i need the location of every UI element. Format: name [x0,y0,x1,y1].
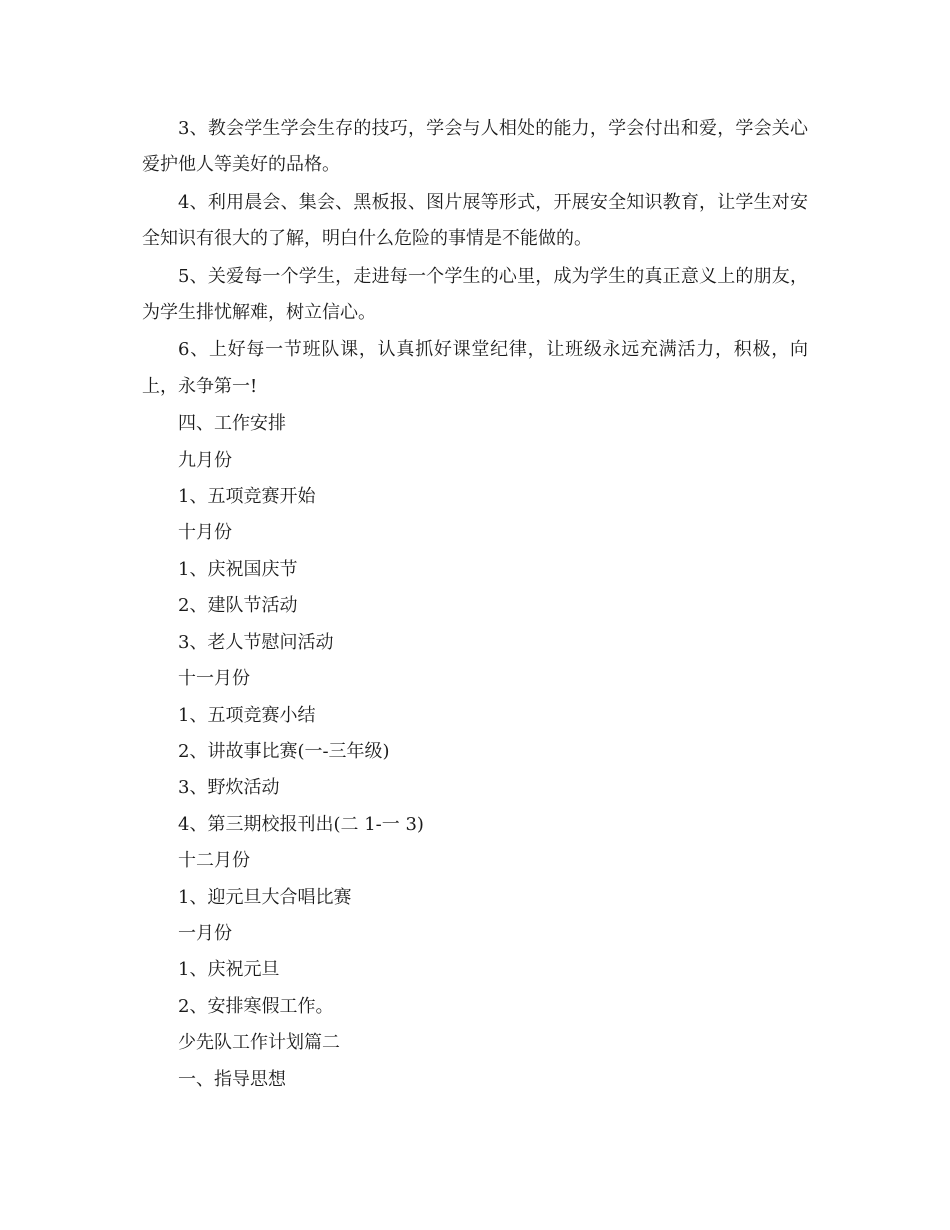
paragraph-item-6: 6、上好每一节班队课，认真抓好课堂纪律，让班级永远充满活力，积极，向上，永争第一! [142,339,808,397]
list-item: 3、老人节慰问活动 [178,631,334,653]
list-item: 4、第三期校报刊出(二 1-一 3) [178,813,424,835]
document-body [142,111,808,1098]
section-heading-work-arrangement: 四、工作安排 [178,413,286,435]
month-heading-january: 一月份 [178,922,232,944]
section-heading-guiding-ideology: 一、指导思想 [178,1068,286,1090]
list-item: 1、五项竞赛开始 [178,486,316,508]
list-item: 2、讲故事比赛(一-三年级) [178,740,390,762]
list-item: 2、建队节活动 [178,595,298,617]
list-item: 1、庆祝元旦 [178,959,280,981]
month-heading-september: 九月份 [178,449,232,471]
paragraph-item-5: 5、关爱每一个学生，走进每一个学生的心里，成为学生的真正意义上的朋友，为学生排忧解难，树立信心。 [142,265,808,324]
paragraph-item-4: 4、利用晨会、集会、黑板报、图片展等形式，开展安全知识教育，让学生对安全知识有很大的了解，明白什么危险的事情是不能做的。 [142,191,808,250]
list-item: 1、五项竞赛小结 [178,704,316,726]
list-item: 1、迎元旦大合唱比赛 [178,886,352,908]
list-item: 3、野炊活动 [178,777,280,799]
article-title-part-two: 少先队工作计划篇二 [178,1032,340,1054]
month-heading-november: 十一月份 [178,668,250,690]
list-item: 2、安排寒假工作。 [178,995,334,1017]
month-heading-october: 十月份 [178,522,232,544]
list-item: 1、庆祝国庆节 [178,558,298,580]
paragraph-item-3: 3、教会学生学会生存的技巧，学会与人相处的能力，学会付出和爱，学会关心爱护他人等美好的品格。 [142,118,808,176]
month-heading-december: 十二月份 [178,850,250,872]
